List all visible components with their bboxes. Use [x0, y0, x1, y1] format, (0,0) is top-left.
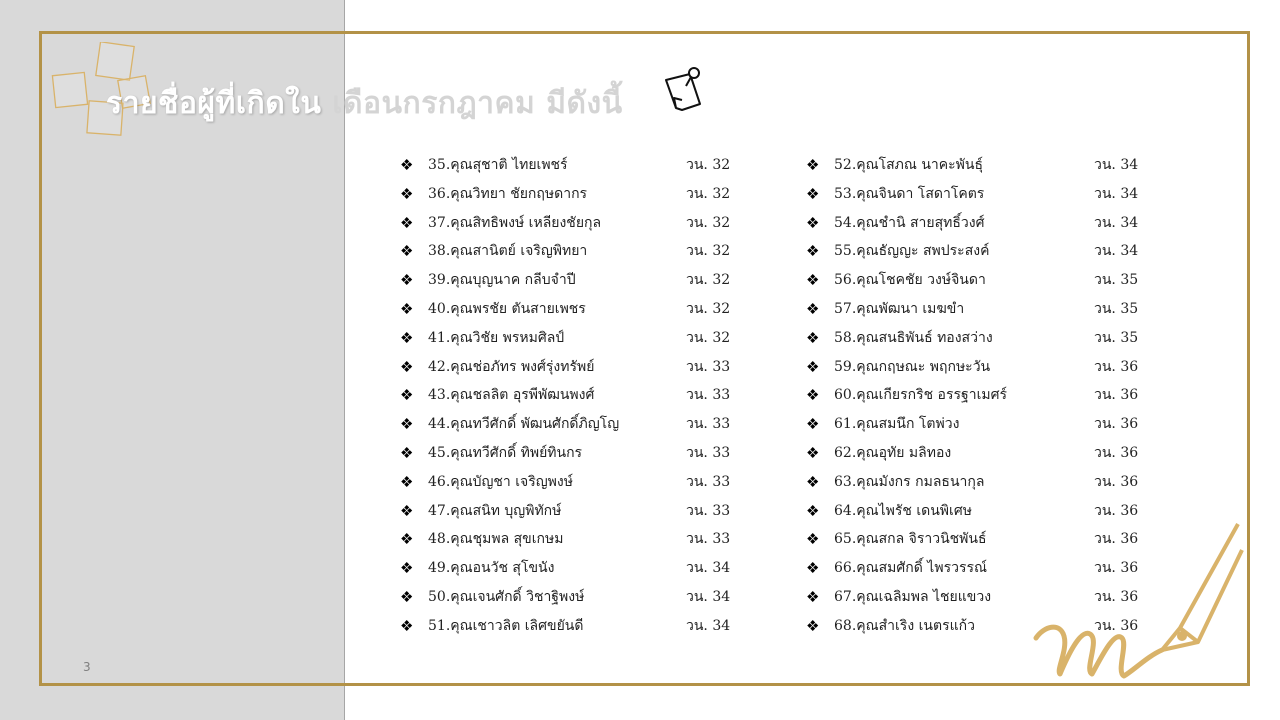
list-item — [400, 266, 780, 295]
list-item — [806, 324, 1186, 353]
diamond-bullet-icon: ❖ — [806, 443, 820, 462]
diamond-bullet-icon: ❖ — [806, 501, 820, 520]
class-group: วน. 34 — [686, 617, 731, 634]
birthday-list-left — [400, 151, 780, 641]
class-group: วน. 36 — [1094, 473, 1139, 490]
class-group: วน. 34 — [686, 588, 731, 605]
list-item — [400, 180, 780, 209]
list-item — [806, 353, 1186, 382]
person-name: 61.คุณสมนึก โตพ่วง — [834, 416, 960, 433]
class-group: วน. 34 — [1094, 185, 1139, 202]
slide-title — [106, 80, 623, 127]
list-item — [400, 381, 780, 410]
diamond-bullet-icon: ❖ — [806, 559, 820, 578]
person-name: 52.คุณโสภณ นาคะพันธุ์ — [834, 157, 984, 173]
list-item — [400, 295, 780, 324]
diamond-bullet-icon: ❖ — [400, 559, 414, 578]
person-name: 51.คุณเชาวลิต เลิศขยันดี — [428, 617, 584, 634]
diamond-bullet-icon: ❖ — [400, 616, 414, 635]
person-name: 60.คุณเกียรกริช อรรฐาเมศร์ — [834, 387, 1008, 404]
list-item — [400, 583, 780, 612]
diamond-bullet-icon: ❖ — [806, 213, 820, 232]
diamond-bullet-icon: ❖ — [806, 587, 820, 606]
list-item — [806, 180, 1186, 209]
class-group: วน. 34 — [686, 560, 731, 577]
person-name: 45.คุณทวีศักดิ์ ทิพย์ทินกร — [428, 444, 583, 461]
person-name: 50.คุณเจนศักดิ์ วิชาฐิพงษ์ — [428, 588, 585, 605]
diamond-bullet-icon: ❖ — [400, 242, 414, 261]
list-item — [400, 525, 780, 554]
slide-title-part2: เดือนกรกฎาคม มีดังนี้ — [321, 86, 623, 121]
diamond-bullet-icon: ❖ — [806, 472, 820, 491]
person-name: 35.คุณสุชาติ ไทยเพชร์ — [428, 157, 568, 173]
class-group: วน. 33 — [686, 531, 731, 548]
slide-number: 3 — [83, 660, 91, 674]
diamond-bullet-icon: ❖ — [806, 156, 820, 174]
list-item — [806, 439, 1186, 468]
list-item — [400, 353, 780, 382]
diamond-bullet-icon: ❖ — [400, 415, 414, 434]
person-name: 46.คุณบัญชา เจริญพงษ์ — [428, 473, 573, 490]
diamond-bullet-icon: ❖ — [806, 271, 820, 290]
class-group: วน. 36 — [1094, 416, 1139, 433]
diamond-bullet-icon: ❖ — [400, 587, 414, 606]
list-item — [400, 151, 780, 180]
diamond-bullet-icon: ❖ — [400, 156, 414, 174]
sticky-note-icon — [660, 64, 712, 116]
person-name: 37.คุณสิทธิพงษ์ เหลียงชัยกุล — [428, 214, 602, 231]
person-name: 44.คุณทวีศักดิ์ พัฒนศักดิ์ภิญโญ — [428, 416, 620, 433]
list-item — [400, 497, 780, 526]
list-item — [400, 410, 780, 439]
class-group: วน. 33 — [686, 416, 731, 433]
person-name: 47.คุณสนิท บุญพิทักษ์ — [428, 502, 562, 519]
list-item — [400, 554, 780, 583]
class-group: วน. 33 — [686, 387, 731, 404]
person-name: 54.คุณชำนิ สายสุทธิ์วงศ์ — [834, 214, 985, 231]
class-group: วน. 34 — [1094, 157, 1139, 173]
person-name: 48.คุณชุมพล สุขเกษม — [428, 531, 564, 548]
class-group: วน. 36 — [1094, 387, 1139, 404]
list-item — [400, 439, 780, 468]
diamond-bullet-icon: ❖ — [806, 530, 820, 549]
diamond-bullet-icon: ❖ — [400, 213, 414, 232]
list-item — [806, 266, 1186, 295]
list-item — [400, 324, 780, 353]
person-name: 59.คุณกฤษณะ พฤกษะวัน — [834, 358, 991, 375]
list-item — [806, 410, 1186, 439]
diamond-bullet-icon: ❖ — [400, 386, 414, 405]
person-name: 40.คุณพรชัย ตันสายเพชร — [428, 300, 586, 317]
diamond-bullet-icon: ❖ — [806, 299, 820, 318]
person-name: 63.คุณมังกร กมลธนากุล — [834, 473, 985, 490]
diamond-bullet-icon: ❖ — [400, 357, 414, 376]
person-name: 67.คุณเฉลิมพล ไชยแขวง — [834, 588, 992, 605]
person-name: 41.คุณวิชัย พรหมศิลป์ — [428, 329, 565, 346]
class-group: วน. 32 — [686, 329, 731, 346]
class-group: วน. 36 — [1094, 358, 1139, 375]
class-group: วน. 34 — [1094, 214, 1139, 231]
list-item — [806, 381, 1186, 410]
person-name: 57.คุณพัฒนา เมฆขำ — [834, 300, 965, 317]
person-name: 42.คุณช่อภัทร พงศ์รุ่งทรัพย์ — [428, 358, 595, 375]
diamond-bullet-icon: ❖ — [806, 184, 820, 203]
class-group: วน. 36 — [1094, 444, 1139, 461]
person-name: 56.คุณโชคชัย วงษ์จินดา — [834, 272, 986, 289]
list-item — [806, 468, 1186, 497]
slide-title-part1: รายชื่อผู้ที่เกิดใน — [106, 86, 322, 121]
diamond-bullet-icon: ❖ — [806, 386, 820, 405]
person-name: 49.คุณอนวัช สุโขนัง — [428, 560, 555, 577]
person-name: 39.คุณบุญนาค กลีบจำปี — [428, 272, 576, 289]
class-group: วน. 35 — [1094, 329, 1139, 346]
list-item — [400, 237, 780, 266]
class-group: วน. 33 — [686, 473, 731, 490]
diamond-bullet-icon: ❖ — [806, 328, 820, 347]
class-group: วน. 36 — [1094, 588, 1139, 605]
person-name: 58.คุณสนธิพันธ์ ทองสว่าง — [834, 329, 993, 346]
person-name: 68.คุณสำเริง เนตรแก้ว — [834, 617, 975, 634]
class-group: วน. 33 — [686, 502, 731, 519]
list-item — [400, 468, 780, 497]
class-group: วน. 34 — [1094, 243, 1139, 260]
class-group: วน. 36 — [1094, 531, 1139, 548]
diamond-bullet-icon: ❖ — [806, 357, 820, 376]
class-group: วน. 35 — [1094, 300, 1139, 317]
person-name: 38.คุณสานิตย์ เจริญพิทยา — [428, 243, 588, 260]
diamond-bullet-icon: ❖ — [400, 328, 414, 347]
list-item — [806, 209, 1186, 238]
fountain-pen-icon — [1030, 510, 1245, 690]
class-group: วน. 36 — [1094, 502, 1139, 519]
list-item — [806, 151, 1186, 180]
person-name: 65.คุณสกล จิราวนิชพันธ์ — [834, 531, 987, 548]
class-group: วน. 32 — [686, 243, 731, 260]
list-item — [400, 209, 780, 238]
diamond-bullet-icon: ❖ — [400, 472, 414, 491]
person-name: 43.คุณชลลิต อุรพีพัฒนพงศ์ — [428, 387, 595, 404]
class-group: วน. 32 — [686, 300, 731, 317]
class-group: วน. 33 — [686, 358, 731, 375]
diamond-bullet-icon: ❖ — [806, 242, 820, 261]
class-group: วน. 32 — [686, 272, 731, 289]
person-name: 66.คุณสมศักดิ์ ไพรวรรณ์ — [834, 560, 987, 577]
class-group: วน. 33 — [686, 444, 731, 461]
person-name: 55.คุณธัญญะ สพประสงค์ — [834, 243, 990, 260]
diamond-bullet-icon: ❖ — [806, 616, 820, 635]
diamond-bullet-icon: ❖ — [400, 184, 414, 203]
diamond-bullet-icon: ❖ — [806, 415, 820, 434]
class-group: วน. 36 — [1094, 560, 1139, 577]
diamond-bullet-icon: ❖ — [400, 271, 414, 290]
diamond-bullet-icon: ❖ — [400, 501, 414, 520]
person-name: 64.คุณไพรัช เดนพิเศษ — [834, 502, 972, 519]
person-name: 36.คุณวิทยา ชัยกฤษดากร — [428, 185, 588, 202]
class-group: วน. 32 — [686, 185, 731, 202]
person-name: 62.คุณอุทัย มลิทอง — [834, 444, 952, 461]
class-group: วน. 32 — [686, 157, 731, 173]
diamond-bullet-icon: ❖ — [400, 530, 414, 549]
class-group: วน. 32 — [686, 214, 731, 231]
list-item — [806, 295, 1186, 324]
class-group: วน. 36 — [1094, 617, 1139, 634]
list-item — [400, 612, 780, 641]
diamond-bullet-icon: ❖ — [400, 299, 414, 318]
person-name: 53.คุณจินดา โสดาโคตร — [834, 185, 985, 202]
class-group: วน. 35 — [1094, 272, 1139, 289]
list-item — [806, 237, 1186, 266]
diamond-bullet-icon: ❖ — [400, 443, 414, 462]
